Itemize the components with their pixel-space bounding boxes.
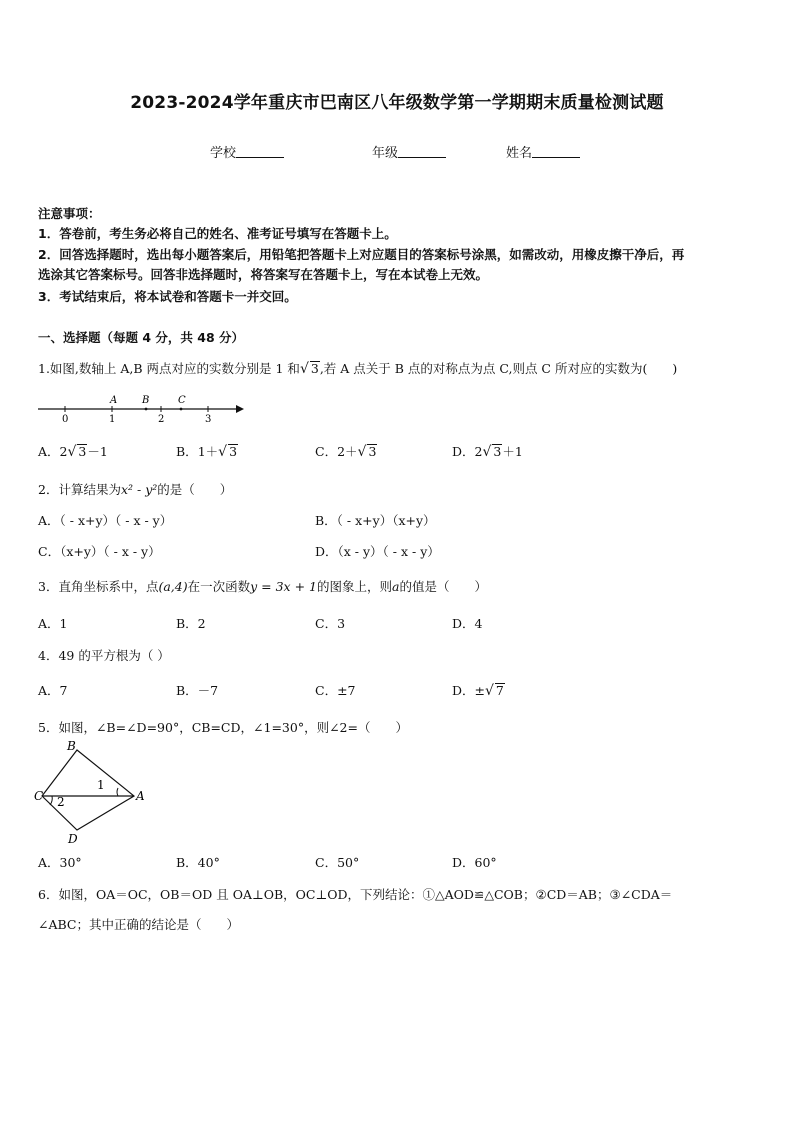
q1-stem-part: 1.如图,数轴上 A,B 两点对应的实数分别是 1 和 bbox=[38, 361, 300, 376]
school-field bbox=[210, 142, 284, 161]
option-part: 1＋ bbox=[197, 444, 219, 459]
q3-option-b: B．2 bbox=[176, 616, 206, 631]
section-heading: 一、选择题（每题 4 分，共 48 分） bbox=[38, 330, 245, 345]
tick-label: 1 bbox=[109, 414, 116, 425]
note-item: 选涂其它答案标号。回答非选择题时，将答案写在答题卡上，写在本试卷上无效。 bbox=[38, 267, 489, 282]
q5-option-a: A．30° bbox=[38, 855, 82, 870]
q3-stem-part: 3．直角坐标系中，点 bbox=[38, 579, 159, 594]
option-part: 2 bbox=[474, 444, 483, 459]
q4-option-b: B．－7 bbox=[176, 683, 219, 698]
option-letter: B． bbox=[176, 444, 198, 459]
radicand: 3 bbox=[310, 361, 319, 376]
exam-title: 2023-2024学年重庆市巴南区八年级数学第一学期期末质量检测试题 bbox=[130, 93, 664, 113]
question-2-stem bbox=[38, 480, 232, 498]
q3-option-c: C．3 bbox=[315, 616, 346, 631]
question-6-line: ∠ABC；其中正确的结论是（ ） bbox=[38, 917, 239, 932]
q3-option-a: A．1 bbox=[38, 616, 68, 631]
angle-2-arc bbox=[50, 796, 52, 805]
triangle-figure bbox=[34, 737, 149, 847]
vertex-label: C bbox=[34, 789, 44, 803]
point-b-dot bbox=[145, 408, 148, 411]
tick-label: 3 bbox=[205, 414, 212, 425]
q5-option-c: C．50° bbox=[315, 855, 360, 870]
q1-stem-part: ,若 A 点关于 B 点的对称点为点 C,则点 C 所对应的实数为( ) bbox=[319, 361, 678, 376]
tick-label: 2 bbox=[158, 414, 165, 425]
option-part: 2 bbox=[59, 444, 68, 459]
q2-stem-part: 2．计算结果为 bbox=[38, 482, 121, 497]
radical-sign: √ bbox=[482, 444, 492, 460]
note-item: 2．回答选择题时，选出每小题答案后，用铅笔把答题卡上对应题目的答案标号涂黑，如需改动，用橡皮擦干净后，再 bbox=[38, 247, 685, 262]
option-part: ＋1 bbox=[502, 444, 523, 459]
q1-option-b bbox=[176, 442, 238, 460]
note-item: 1．答卷前，考生务必将自己的姓名、准考证号填写在答题卡上。 bbox=[38, 226, 397, 241]
quadrilateral-outline bbox=[42, 750, 134, 830]
tick-label: 0 bbox=[62, 414, 69, 425]
grade-field bbox=[372, 142, 446, 161]
q5-option-b: B．40° bbox=[176, 855, 220, 870]
question-5-stem: 5．如图，∠B=∠D=90°，CB=CD，∠1=30°，则∠2=（ ） bbox=[38, 720, 408, 735]
point-label: B bbox=[142, 395, 150, 406]
school-blank bbox=[236, 145, 284, 158]
point-label: A bbox=[110, 395, 118, 406]
number-line-figure bbox=[36, 390, 251, 426]
q2-option-c: C．（x+y）（ - x - y） bbox=[38, 544, 161, 559]
q3-option-d: D．4 bbox=[452, 616, 483, 631]
q3-point: (a,4) bbox=[158, 579, 188, 594]
radicand: 7 bbox=[495, 683, 504, 698]
angle-1-arc bbox=[117, 788, 118, 796]
vertex-label: A bbox=[136, 789, 145, 803]
q2-stem-part: 的是（ ） bbox=[157, 482, 233, 497]
grade-blank bbox=[398, 145, 446, 158]
option-letter: A． bbox=[38, 444, 60, 459]
q3-stem-part: 的值是（ ） bbox=[399, 579, 487, 594]
option-letter: D． bbox=[452, 444, 475, 459]
radical-sign: √ bbox=[299, 361, 309, 377]
angle-label: 1 bbox=[97, 778, 105, 792]
question-4-stem: 4．49 的平方根为（ ） bbox=[38, 648, 170, 663]
q2-expression: x² - y² bbox=[120, 482, 158, 497]
radical-sign: √ bbox=[218, 444, 228, 460]
q3-stem-part: 的图象上，则 bbox=[316, 579, 392, 594]
option-part: 2＋ bbox=[337, 444, 358, 459]
q3-variable: a bbox=[392, 579, 400, 594]
grade-label: 年级 bbox=[372, 146, 399, 161]
vertex-label: D bbox=[68, 832, 78, 846]
option-part: D．± bbox=[452, 683, 485, 698]
notes-heading: 注意事项： bbox=[38, 206, 101, 221]
option-part: －1 bbox=[87, 444, 108, 459]
radicand: 3 bbox=[229, 444, 238, 459]
angle-label: 2 bbox=[57, 795, 65, 809]
axis-arrow-icon bbox=[236, 405, 244, 413]
radicand: 3 bbox=[368, 444, 377, 459]
q1-option-c bbox=[315, 442, 377, 460]
question-1-stem bbox=[38, 359, 677, 377]
q3-function: y = 3x + 1 bbox=[250, 579, 317, 594]
radical-sign: √ bbox=[67, 444, 77, 460]
radical-sign: √ bbox=[357, 444, 367, 460]
point-c-dot bbox=[180, 408, 183, 411]
radicand: 3 bbox=[78, 444, 87, 459]
q3-stem-part: 在一次函数 bbox=[187, 579, 251, 594]
option-letter: C． bbox=[315, 444, 338, 459]
q2-option-b: B．（ - x+y）（x+y） bbox=[315, 513, 436, 528]
question-3-stem bbox=[38, 577, 487, 595]
school-label: 学校 bbox=[210, 146, 237, 161]
question-6-line: 6．如图，OA＝OC，OB＝OD 且 OA⊥OB，OC⊥OD，下列结论：①△AOD≌△COB；②CD＝AB；③∠CDA＝ bbox=[38, 887, 673, 902]
q2-option-a: A．（ - x+y）（ - x - y） bbox=[38, 513, 173, 528]
q4-option-a: A．7 bbox=[38, 683, 68, 698]
q1-option-a bbox=[38, 442, 108, 460]
q1-option-d bbox=[452, 442, 523, 460]
q4-option-c: C．±7 bbox=[315, 683, 356, 698]
name-blank bbox=[532, 145, 580, 158]
radicand: 3 bbox=[493, 444, 502, 459]
radical-sign: √ bbox=[485, 683, 494, 699]
name-label: 姓名 bbox=[506, 146, 533, 161]
vertex-label: B bbox=[67, 739, 76, 753]
q4-option-d bbox=[452, 681, 505, 699]
point-label: C bbox=[178, 395, 186, 406]
q2-option-d: D．（x - y）（ - x - y） bbox=[315, 544, 440, 559]
note-item: 3．考试结束后，将本试卷和答题卡一并交回。 bbox=[38, 289, 297, 304]
name-field bbox=[506, 142, 580, 161]
q5-option-d: D．60° bbox=[452, 855, 497, 870]
